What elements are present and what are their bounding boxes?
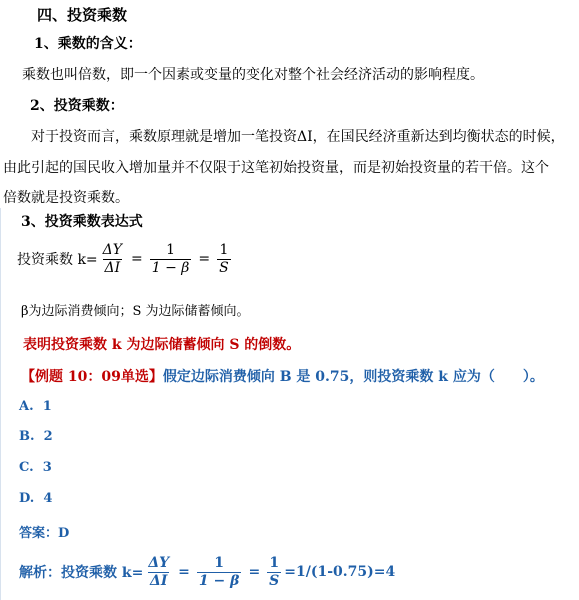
sub3-heading: 3、投资乘数表达式 — [21, 214, 143, 230]
option-c — [19, 460, 52, 475]
option-label: C. — [19, 460, 34, 475]
fraction-one-over-s — [267, 556, 281, 588]
fraction-denominator: S — [219, 259, 229, 276]
fraction-one-minus-beta — [197, 556, 242, 588]
question — [21, 366, 544, 386]
answer: 答案：D — [19, 526, 70, 541]
sub2-line2: 由此引起的国民收入增加量并不仅限于这笔初始投资量，而是初始投资量的若干倍。这个 — [3, 160, 549, 176]
formula-label: 投资乘数 k= — [17, 252, 98, 269]
fraction-denominator: 1 − β — [198, 572, 240, 589]
sub2-line1: 对于投资而言，乘数原理就是增加一笔投资ΔI，在国民经济重新达到均衡状态的时候， — [31, 129, 565, 145]
fraction-one-minus-beta — [150, 243, 192, 275]
fraction-denominator: 1 − β — [151, 259, 190, 276]
fraction-dy-di — [146, 556, 171, 588]
option-label: D. — [19, 491, 35, 506]
analysis-label: 解析：投资乘数 k= — [19, 565, 144, 582]
section-heading: 四、投资乘数 — [37, 6, 128, 24]
equals-sign: = — [131, 251, 143, 268]
option-value: 1 — [42, 399, 52, 414]
fraction-numerator: 1 — [269, 555, 280, 571]
sub1-heading: 1、乘数的含义： — [34, 36, 142, 52]
analysis-result: =1/(1-0.75)=4 — [284, 564, 396, 581]
fraction-one-over-s — [217, 243, 231, 275]
sub2-heading: 2、投资乘数： — [30, 98, 124, 114]
fraction-denominator: ΔI — [104, 259, 121, 276]
fraction-numerator: 1 — [219, 242, 229, 258]
bottom-panel — [0, 208, 579, 600]
equals-sign: = — [178, 564, 190, 581]
top-panel — [0, 0, 579, 208]
sub2-line3: 倍数就是投资乘数。 — [3, 190, 129, 206]
fraction-numerator: ΔY — [148, 555, 170, 571]
fraction-denominator: ΔI — [150, 572, 168, 589]
formula-note: β为边际消费倾向；S 为边际储蓄倾向。 — [21, 304, 250, 319]
option-b — [19, 429, 53, 444]
multiplier-formula — [17, 243, 234, 275]
option-d — [19, 491, 52, 506]
option-label: A. — [19, 399, 34, 414]
fraction-denominator: S — [269, 572, 280, 589]
option-value: 3 — [42, 460, 52, 475]
fraction-numerator: ΔY — [102, 242, 123, 258]
option-a — [19, 399, 52, 414]
fraction-numerator: 1 — [214, 555, 225, 571]
question-text: 假定边际消费倾向 B 是 0.75，则投资乘数 k 应为（ ）。 — [162, 369, 544, 385]
sub1-text: 乘数也叫倍数，即一个因素或变量的变化对整个社会经济活动的影响程度。 — [22, 67, 484, 83]
question-tag: 【例题 10：09单选】 — [21, 369, 163, 385]
option-value: 2 — [43, 429, 53, 444]
fraction-dy-di — [101, 243, 124, 275]
emphasis-statement: 表明投资乘数 k 为边际储蓄倾向 S 的倒数。 — [23, 337, 301, 353]
option-label: B. — [19, 429, 35, 444]
option-value: 4 — [43, 491, 53, 506]
fraction-numerator: 1 — [166, 242, 176, 258]
equals-sign: = — [198, 251, 211, 268]
equals-sign: = — [248, 564, 261, 581]
analysis-formula — [19, 556, 395, 588]
